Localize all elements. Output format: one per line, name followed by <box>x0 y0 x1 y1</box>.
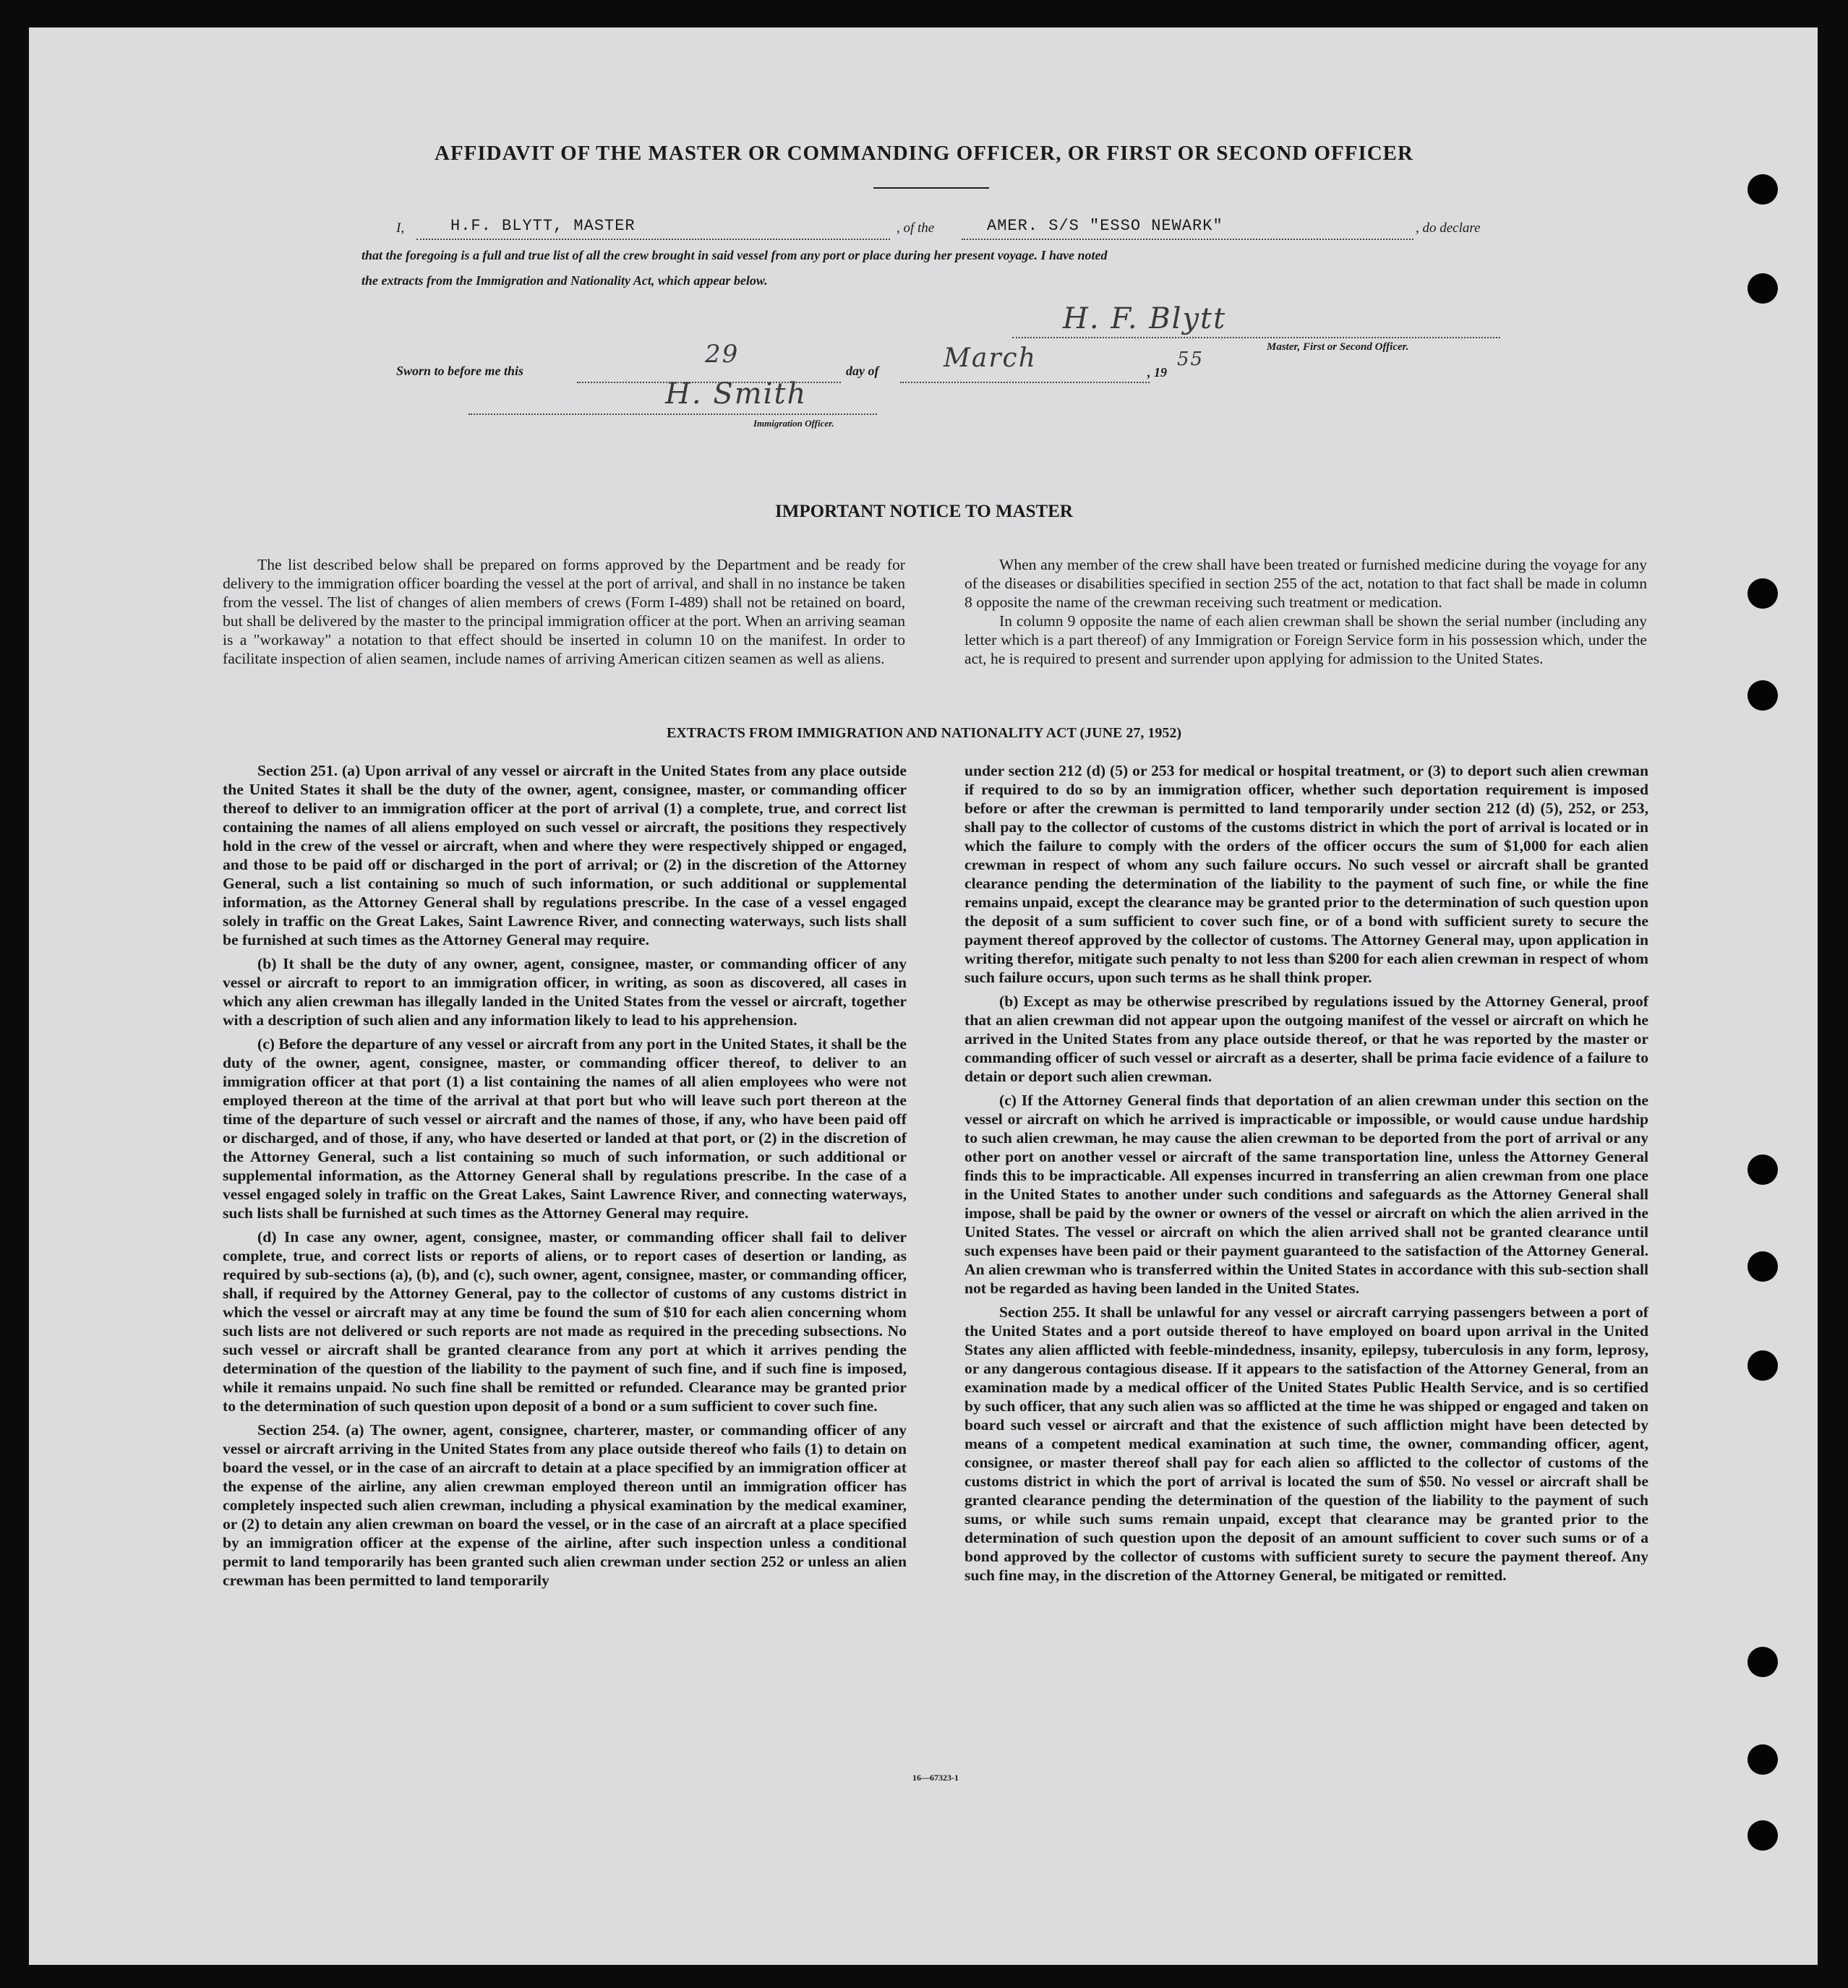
officer-signature: H. Smith <box>665 377 808 411</box>
section-254a-paragraph: Section 254. (a) The owner, agent, consignee, charterer, master, or commanding officer of any vessel or aircraft arriving in the United States from any place outside thereof who fails (1) to detain on board the vessel, or in the case of an aircraft to detain at a place specified by an immigration officer at the expense of the airline, any alien crewman employed thereon until an immigration officer has completely inspected such alien crewman, including a physical examination by the medical examiner, or (2) to detain any alien crewman on board the vessel, or in the case of an aircraft at a place specified by an immigration officer at the expense of the airline, after such inspection unless a conditional permit to land temporarily has been granted such alien crewman under section 252 or unless an alien crewman has been permitted to land temporarily <box>223 1421 907 1589</box>
section-254c-paragraph: (c) If the Attorney General finds that deportation of an alien crewman under this section on the vessel or aircraft on which he arrived is impracticable or impossible, or would cause undue hardship to such alien crewman, he may cause the alien crewman to be deported from the port of arrival or any other port on another vessel or aircraft of the same transportation line, unless the Attorney General finds this to be impracticable. All expenses incurred in transferring an alien crewman from one place in the United States to another under such conditions and safeguards as the Attorney General shall impose, shall be paid by the owner or owners of the vessel or aircraft on which the alien arrived in the United States. The vessel or aircraft on which the alien arrived shall not be granted clearance until such expenses have been paid or their payment guaranteed to the satisfaction of the Attorney General. An alien crewman who is transferred within the United States in accordance with this sub-section shall not be regarded as having been landed in the United States. <box>964 1092 1648 1297</box>
notice-left-column <box>223 555 905 673</box>
punch-hole <box>1748 680 1778 711</box>
sworn-day: 29 <box>705 340 740 369</box>
section-251a-paragraph: Section 251. (a) Upon arrival of any vessel or aircraft in the United States from any place outside the United States it shall be the duty of the owner, agent, consignee, master, or commanding officer thereof to deliver to an immigration officer at the port of arrival (1) a complete, true, and correct list containing the names of all aliens employed on such vessel or aircraft, the positions they respectively hold in the crew of the vessel or aircraft, when and where they were respectively shipped or engaged, and those to be paid off or discharged in the port of arrival; or (2) in the discretion of the Attorney General, such a list containing so much of such information, or such additional or supplemental information, as the Attorney General shall by regulations prescribe. In the case of a vessel engaged solely in traffic on the Great Lakes, Saint Lawrence River, and connecting waterways, such lists shall be furnished at such times as the Attorney General may require. <box>223 762 907 948</box>
name-field-line <box>416 239 890 240</box>
master-signature-line <box>1012 337 1500 338</box>
punch-hole <box>1748 1350 1778 1381</box>
i-label: I, <box>396 220 405 236</box>
notice-left-paragraph: The list described below shall be prepared on forms approved by the Department and be ready for delivery to the immigration officer boarding the vessel at the port of arrival, and shall in no instance be taken from the vessel. The list of changes of alien members of crews (Form I-489) shall not be retained on board, but shall be delivered by the master to the principal immigration officer at the port. When an arriving seaman is a "workaway" a notation to that effect should be inserted in column 10 on the manifest. In order to facilitate inspection of alien seamen, include names of arriving American citizen seamen as well as aliens. <box>223 556 905 667</box>
punch-hole <box>1748 1820 1778 1851</box>
section-254a-continued-paragraph: under section 212 (d) (5) or 253 for medical or hospital treatment, or (3) to deport such alien crewman if required to do so by an immigration officer, whether such deportation requirement is imposed before or after the crewman is permitted to land temporarily under section 212 (d) (5), 252, or 253, shall pay to the collector of customs of the customs district in which the port of arrival is located or in which the failure to comply with the orders of the officer occurs the sum of $1,000 for each alien crewman in respect of whom any such failure occurs. No such vessel or aircraft shall be granted clearance pending the determination of the liability to the payment of such fine, or while the fine remains unpaid, except the clearance may be granted prior to the determination of such question upon the deposit of a sum sufficient to cover such fine, or of a bond with sufficient surety to secure the payment thereof approved by the collector of customs. The Attorney General may, upon application in writing therefor, mitigate such penalty to not less than $200 for each alien crewman in respect of whom such failure occurs, upon such terms as he shall think proper. <box>964 762 1648 986</box>
punch-hole <box>1748 1744 1778 1775</box>
month-field-line <box>900 382 1150 383</box>
declaration-line-2: that the foregoing is a full and true list of all the crew brought in said vessel from any port or place during her present voyage. I have noted <box>362 248 1108 262</box>
punch-hole <box>1748 1251 1778 1282</box>
of-the-label: , of the <box>897 220 935 236</box>
punch-hole <box>1748 174 1778 205</box>
declaration-line-3: the extracts from the Immigration and Nationality Act, which appear below. <box>362 273 768 288</box>
sworn-label: Sworn to before me this <box>396 364 524 378</box>
section-251d-paragraph: (d) In case any owner, agent, consignee, master, or commanding officer shall fail to deliver complete, true, and correct lists or reports of aliens, or to report cases of desertion or landing, as required by sub-sections (a), (b), and (c), such owner, agent, consignee, master, or commanding officer, shall, if required by the Attorney General, pay to the collector of customs of any customs district in which the vessel or aircraft may at any time be found the sum of $10 for each alien concerning whom such lists are not delivered or such reports are not made as required in the preceding subsections. No such vessel or aircraft shall be granted clearance from any port at which it arrives pending the determination of the question of the liability to the payment of such fine, and if such fine is imposed, while it remains unpaid. No such fine shall be remitted or refunded. Clearance may be granted prior to the determination of such question upon deposit of a bond or a sum sufficient to cover such fine. <box>223 1228 907 1415</box>
officer-caption: Immigration Officer. <box>753 418 834 429</box>
sworn-month: March <box>944 343 1037 373</box>
vessel-name-field: AMER. S/S "ESSO NEWARK" <box>987 217 1223 235</box>
notice-right-column <box>964 555 1647 673</box>
punch-hole <box>1748 1154 1778 1185</box>
notice-title: IMPORTANT NOTICE TO MASTER <box>775 502 1073 521</box>
officer-signature-line <box>469 414 877 415</box>
section-254b-paragraph: (b) Except as may be otherwise prescribed by regulations issued by the Attorney General, proof that an alien crewman did not appear upon the outgoing manifest of the vessel or aircraft on which he arrived in the United States from any place outside thereof, or that he was reported by the master or commanding officer of such vessel or aircraft as a deserter, shall be prima facie evidence of a failure to detain or deport such alien crewman. <box>964 993 1648 1085</box>
notice-right-paragraph-2: In column 9 opposite the name of each alien crewman shall be shown the serial number (including any letter which is a part thereof) of any Immigration or Foreign Service form in his possession which, under the act, he is required to present and surrender upon applying for admission to the United States. <box>964 612 1647 667</box>
extracts-left-column <box>223 761 907 1595</box>
day-of-label: day of <box>846 364 879 378</box>
form-number: 16—67323-1 <box>912 1773 959 1783</box>
punch-hole <box>1748 273 1778 304</box>
vessel-field-line <box>962 239 1413 240</box>
punch-hole <box>1748 578 1778 609</box>
extracts-title: EXTRACTS FROM IMMIGRATION AND NATIONALITY ACT (JUNE 27, 1952) <box>666 725 1182 741</box>
sworn-year: 55 <box>1177 348 1205 370</box>
notice-right-paragraph-1: When any member of the crew shall have been treated or furnished medicine during the voyage for any of the diseases or disabilities specified in section 255 of the act, notation to that fact shall be made in column 8 opposite the name of the crewman receiving such treatment or medication. <box>964 556 1647 611</box>
punch-hole <box>1748 1647 1778 1677</box>
extracts-right-column <box>964 761 1648 1590</box>
master-name-field: H.F. BLYTT, MASTER <box>450 217 636 235</box>
do-declare-label: , do declare <box>1416 220 1481 236</box>
master-caption: Master, First or Second Officer. <box>1267 341 1409 353</box>
section-251c-paragraph: (c) Before the departure of any vessel or aircraft from any port in the United States, it shall be the duty of the owner, agent, consignee, master, or commanding officer thereof, to deliver to an immigration officer at that port (1) a list containing the names of all alien employees who were not employed thereon at the time of the arrival at that port but who will leave such port thereon at the time of the departure of such vessel or aircraft and the names of those, if any, who have been paid off or discharged, and of those, if any, who have deserted or landed at that port, or (2) in the discretion of the Attorney General, such a list containing so much of such information, or such additional or supplemental information, as the Attorney General shall by regulations prescribe. In the case of a vessel engaged solely in traffic on the Great Lakes, Saint Lawrence River, and connecting waterways, such lists shall be furnished at such times as the Attorney General may require. <box>223 1035 907 1222</box>
master-signature: H. F. Blytt <box>1063 302 1227 335</box>
section-251b-paragraph: (b) It shall be the duty of any owner, agent, consignee, master, or commanding officer of any vessel or aircraft to report to an immigration officer, in writing, as soon as discovered, all cases in which any alien crewman has illegally landed in the United States from the vessel or aircraft, together with a description of such alien and any information likely to lead to his apprehension. <box>223 955 907 1029</box>
year-prefix: , 19 <box>1147 365 1167 380</box>
section-255-paragraph: Section 255. It shall be unlawful for any vessel or aircraft carrying passengers between a port of the United States and a port outside thereof to have employed on board upon arrival in the United States any alien afflicted with feeble-mindedness, insanity, epilepsy, tuberculosis in any form, leprosy, or any dangerous contagious disease. If it appears to the satisfaction of the Attorney General, from an examination made by a medical officer of the United States Public Health Service, and is so certified by such officer, that any such alien was so afflicted at the time he was shipped or engaged and taken on board such vessel or aircraft and that the existence of such affliction might have been detected by means of a competent medical examination at such time, the owner, commanding officer, agent, consignee, or master thereof shall pay for each alien so afflicted to the collector of customs of the customs district in which the port of arrival is located the sum of $50. No vessel or aircraft shall be granted clearance pending the determination of the question of the liability to the payment of such sums, or while such sums remain unpaid, except that clearance may be granted prior to the determination of such question upon the deposit of an amount sufficient to cover such sums or of a bond approved by the collector of customs with sufficient surety to secure the payment thereof. Any such fine may, in the discretion of the Attorney General, be mitigated or remitted. <box>964 1303 1648 1584</box>
affidavit-title: AFFIDAVIT OF THE MASTER OR COMMANDING OFFICER, OR FIRST OR SECOND OFFICER <box>435 142 1413 165</box>
title-divider <box>873 187 989 189</box>
